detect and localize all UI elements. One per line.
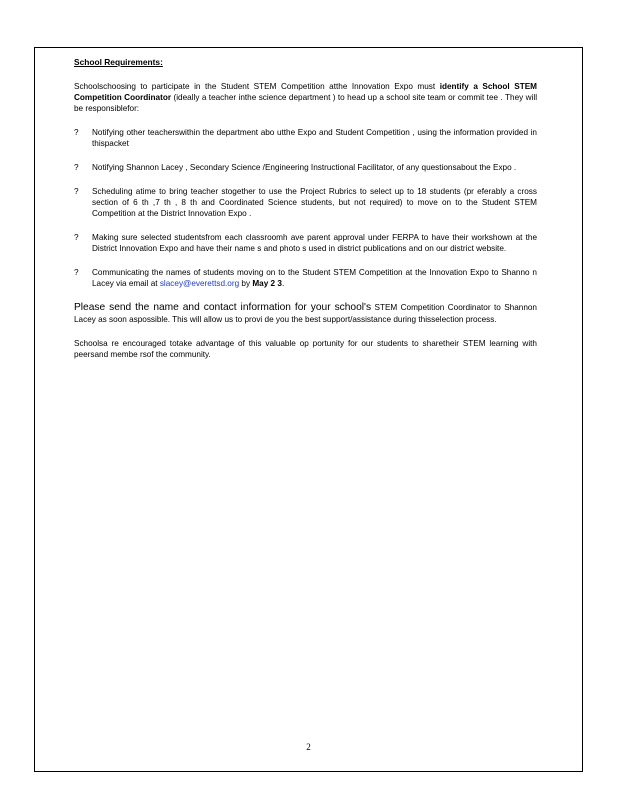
bullet-marker: ?: [74, 187, 79, 196]
bullet-text: Notifying Shannon Lacey , Secondary Science /Engineering Instructional Facilitator, of any questionsabout the Expo .: [92, 163, 517, 172]
list-item: [74, 267, 537, 289]
send-line-1: STEM Competition: [374, 303, 445, 312]
document-page: [34, 47, 583, 772]
intro-line-3: department ) to head up a school site team or commit tee . They will be responsiblefor:: [74, 93, 538, 113]
bullet-marker: ?: [74, 268, 79, 277]
bullet-text: [92, 267, 537, 289]
list-item: [74, 232, 537, 254]
list-item: [74, 162, 537, 173]
page-number: 2: [306, 742, 311, 752]
intro-paragraph: [74, 81, 537, 114]
closing-paragraph: Schoolsa re encouraged totake advantage of this valuable op portunity for our students to sharetheir STEM learning with peersand membe rsof the community.: [74, 339, 537, 359]
bullet-text-end: .: [281, 279, 285, 288]
bullet-text-by: by: [241, 279, 251, 288]
email-link[interactable]: slacey@everettsd.org: [159, 279, 240, 288]
send-line-2: Coordinator to Shannon Lacey as soon aspossible. This will allow us to provi de you the best support/assistance during thisselection process.: [74, 303, 537, 324]
due-date: May 2 3: [252, 279, 282, 288]
section-heading: School Requirements:: [74, 57, 163, 67]
bullet-text-body: Communicating the names of students moving on to the Student STEM Competition at the Innovation Expo to Shanno n Lacey via email at: [92, 268, 537, 288]
send-paragraph: [74, 302, 537, 325]
list-item: [74, 127, 537, 149]
bullet-text: Notifying other teacherswithin the department abo utthe Expo and Student Competition , using the information provided in thispacket: [92, 128, 537, 148]
send-emphasis: Please send the name and contact information for your school's: [74, 302, 372, 313]
bullet-text: Scheduling atime to bring teacher stogether to use the Project Rubrics to select up to 18 students (pr eferably a cross section of 6 th ,7 th , 8 th and Coordinated Science students, but not required) to move on to the Student STEM Competition at the District Innovation Expo .: [92, 187, 537, 218]
intro-line-2: (ideally a teacher inthe science: [173, 93, 287, 102]
bullet-marker: ?: [74, 233, 79, 242]
list-item: [74, 186, 537, 219]
bullet-marker: ?: [74, 163, 79, 172]
bullet-marker: ?: [74, 128, 79, 137]
page-content: [74, 57, 537, 373]
bullet-text: Making sure selected studentsfrom each classroomh ave parent approval under FERPA to have their workshown at the District Innovation Expo and have their name s and photo s used in district publications and on our district website.: [92, 233, 537, 253]
intro-bold-phrase: identify a School STEM Competition Coordinator: [74, 82, 537, 102]
intro-line-1: Schoolschoosing to participate in the Student STEM Competition atthe Innovation Expo must: [74, 82, 436, 91]
